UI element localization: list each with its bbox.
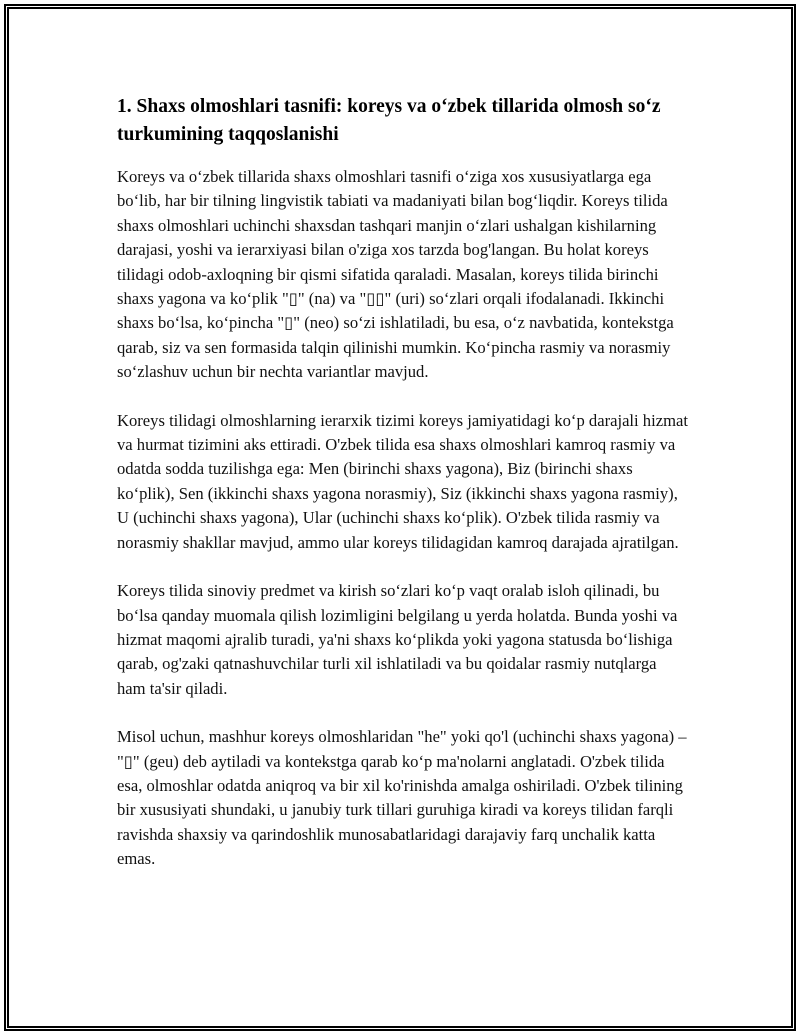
paragraph-3: Koreys tilida sinoviy predmet va kirish so‘zlari ko‘p vaqt oralab isloh qilinadi, bu bo‘lsa qanday muomala qilish lozimligini belgilang u yerda holatda. Bunda yoshi va hizmat maqomi ajralib turadi, ya'ni shaxs ko‘plikda yoki yagona statusda bo‘lishiga qarab, og'zaki qatnashuvchilar turli xil ishlatiladi va bu qoidalar rasmiy nutqlarga ham ta'sir qiladi. [117, 581, 678, 698]
paragraph-4: Misol uchun, mashhur koreys olmoshlaridan "he" yoki qo'l (uchinchi shaxs yagona) – "▯" (geu) deb aytiladi va kontekstga qarab ko‘p ma'nolarni anglatadi. O'zbek tilida esa, olmoshlar odatda aniqroq va bir xil ko'rinishda amalga oshiriladi. O'zbek tilining bir xususiyati shundaki, u janubiy turk tillari guruhiga kiradi va koreys tilidan farqli ravishda shaxsiy va qarindoshlik munosabatlaridagi darajaviy farq unchalik katta emas. [117, 727, 687, 869]
paragraph-2: Koreys tilidagi olmoshlarning ierarxik tizimi koreys jamiyatidagi ko‘p darajali hizmat va hurmat tizimini aks ettiradi. O'zbek tilida esa shaxs olmoshlari kamroq rasmiy va odatda sodda tuzilishga ega: Men (birinchi shaxs yagona), Biz (birinchi shaxs ko‘plik), Sen (ikkinchi shaxs yagona norasmiy), Siz (ikkinchi shaxs yagona rasmiy), U (uchinchi shaxs yagona), Ular (uchinchi shaxs ko‘plik). O'zbek tilida rasmiy va norasmiy shakllar mavjud, ammo ular koreys tilidagidan kamroq darajada ajratilgan. [117, 410, 688, 552]
document-body [117, 93, 689, 896]
paragraph-1: Koreys va o‘zbek tillarida shaxs olmoshlari tasnifi o‘ziga xos xususiyatlarga ega bo‘lib, har bir tilning lingvistik tabiati va madaniyati bilan bog‘liqdir. Koreys tilida shaxs olmoshlari uchinchi shaxsdan tashqari manjin o‘zlari ushalgan kishilarning darajasi, yoshi va ierarxiyasi bilan o'ziga xos tarzda bog'langan. Bu holat koreys tilidagi odob-axloqning bir qismi sifatida qaraladi. Masalan, koreys tilida birinchi shaxs yagona va ko‘plik "▯" (na) va "▯▯" (uri) so‘zlari orqali ifodalanadi. Ikkinchi shaxs bo‘lsa, ko‘pincha "▯" (neo) so‘zi ishlatiladi, bu esa, o‘z navbatida, kontekstga qarab, siz va sen formasida talqin qilinishi mumkin. Ko‘pincha rasmiy va norasmiy so‘zlashuv uchun bir nechta variantlar mavjud. [117, 167, 674, 382]
section-heading: 1. Shaxs olmoshlari tasnifi: koreys va o‘zbek tillarida olmosh so‘z turkumining taqqoslanishi [117, 96, 661, 145]
